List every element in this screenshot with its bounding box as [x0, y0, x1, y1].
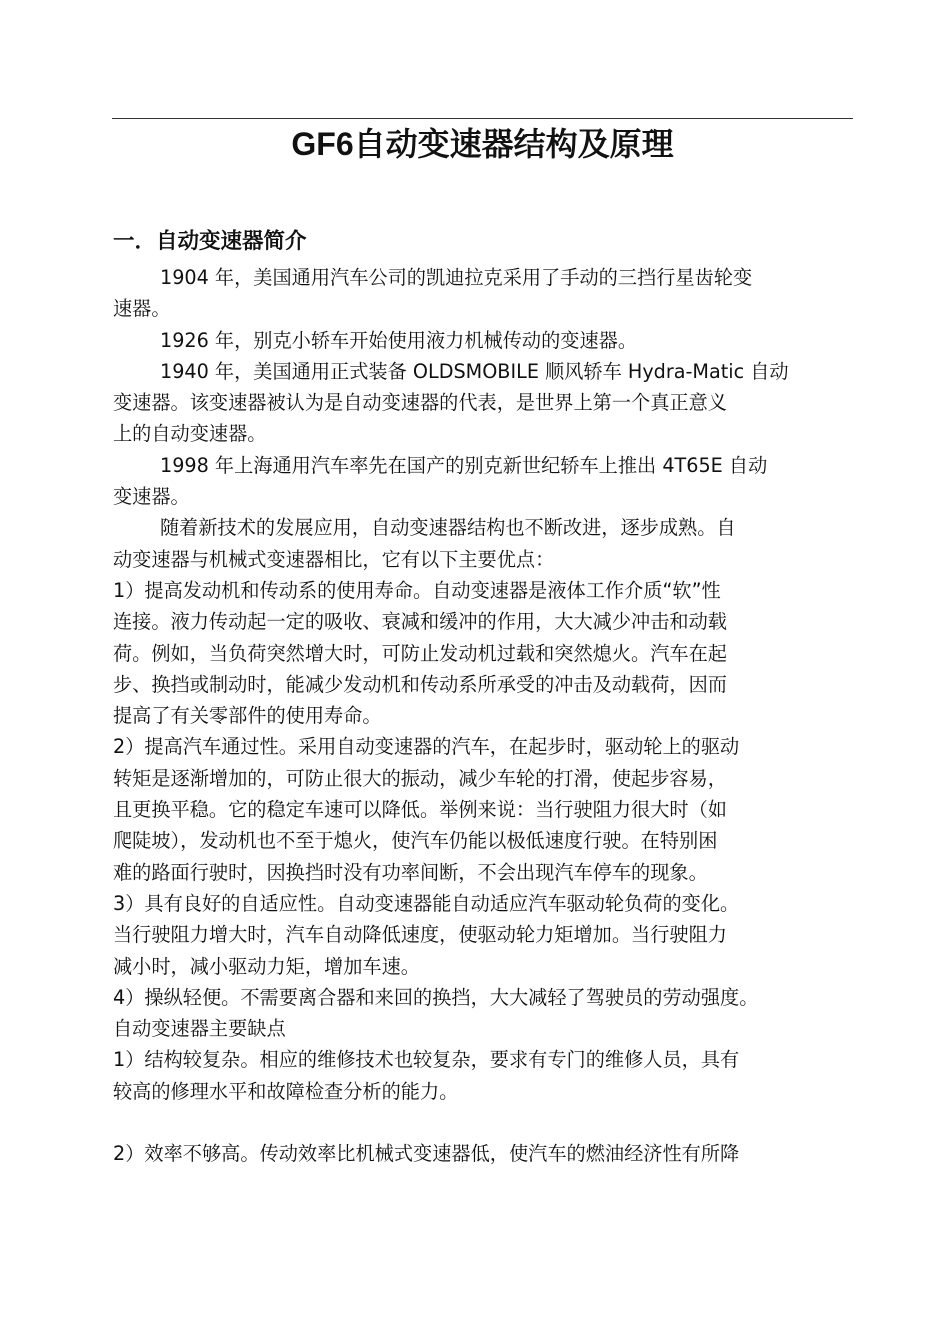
list-item-line: 较高的修理水平和故障检查分析的能力。 [113, 1079, 459, 1103]
list-item-line: 且更换平稳。它的稳定车速可以降低。举例来说：当行驶阻力很大时（如 [113, 798, 727, 822]
paragraph-line: 变速器。该变速器被认为是自动变速器的代表，是世界上第一个真正意义 [113, 391, 727, 415]
paragraph-line: 1904 年，美国通用汽车公司的凯迪拉克采用了手动的三挡行星齿轮变 [160, 266, 753, 289]
body-text [113, 262, 873, 1169]
list-item-line: 荷。例如，当负荷突然增大时，可防止发动机过载和突然熄火。汽车在起 [113, 641, 727, 665]
list-item-line: 2）效率不够高。传动效率比机械式变速器低，使汽车的燃油经济性有所降 [113, 1142, 740, 1166]
list-item-line: 1）提高发动机和传动系的使用寿命。自动变速器是液体工作介质“软”性 [113, 578, 721, 602]
list-item-line: 爬陡坡），发动机也不至于熄火，使汽车仍能以极低速度行驶。在特别困 [113, 829, 718, 853]
list-item-line: 难的路面行驶时，因换挡时没有功率间断，不会出现汽车停车的现象。 [113, 860, 708, 884]
list-item-line: 连接。液力传动起一定的吸收、衰减和缓冲的作用，大大减少冲击和动载 [113, 610, 727, 634]
list-item-line: 当行驶阻力增大时，汽车自动降低速度，使驱动轮力矩增加。当行驶阻力 [113, 923, 727, 947]
list-item-line: 2）提高汽车通过性。采用自动变速器的汽车，在起步时，驱动轮上的驱动 [113, 735, 740, 759]
paragraph-line: 动变速器与机械式变速器相比，它有以下主要优点： [113, 547, 555, 571]
paragraph-line: 变速器。 [113, 485, 190, 509]
document-title: GF6自动变速器结构及原理 [291, 126, 674, 162]
list-item-line: 1）结构较复杂。相应的维修技术也较复杂，要求有专门的维修人员，具有 [113, 1048, 740, 1072]
list-item-line: 提高了有关零部件的使用寿命。 [113, 704, 382, 728]
list-item-line: 步、换挡或制动时，能减少发动机和传动系所承受的冲击及动载荷，因而 [113, 672, 727, 696]
paragraph-line: 上的自动变速器。 [113, 422, 267, 446]
paragraph-line: 1998 年上海通用汽车率先在国产的别克新世纪轿车上推出 4T65E 自动 [160, 453, 768, 477]
header-rule [112, 118, 853, 119]
paragraph-line: 1940 年，美国通用正式装备 OLDSMOBILE 顺风轿车 Hydra-Matic 自动 [160, 359, 789, 383]
paragraph-line: 速器。 [113, 297, 171, 321]
subheading-line: 自动变速器主要缺点 [113, 1017, 286, 1041]
list-item-line: 转矩是逐渐增加的，可防止很大的振动，减少车轮的打滑，使起步容易， [113, 766, 727, 790]
section-heading: 一．自动变速器简介 [113, 229, 307, 254]
list-item-line: 3）具有良好的自适应性。自动变速器能自动适应汽车驱动轮负荷的变化。 [113, 891, 740, 915]
list-item-line: 减小时，减小驱动力矩，增加车速。 [113, 954, 420, 978]
paragraph-line: 1926 年，别克小轿车开始使用液力机械传动的变速器。 [160, 328, 638, 352]
list-item-line: 4）操纵轻便。不需要离合器和来回的换挡，大大减轻了驾驶员的劳动强度。 [113, 985, 759, 1009]
paragraph-line: 随着新技术的发展应用，自动变速器结构也不断改进，逐步成熟。自 [160, 516, 736, 540]
